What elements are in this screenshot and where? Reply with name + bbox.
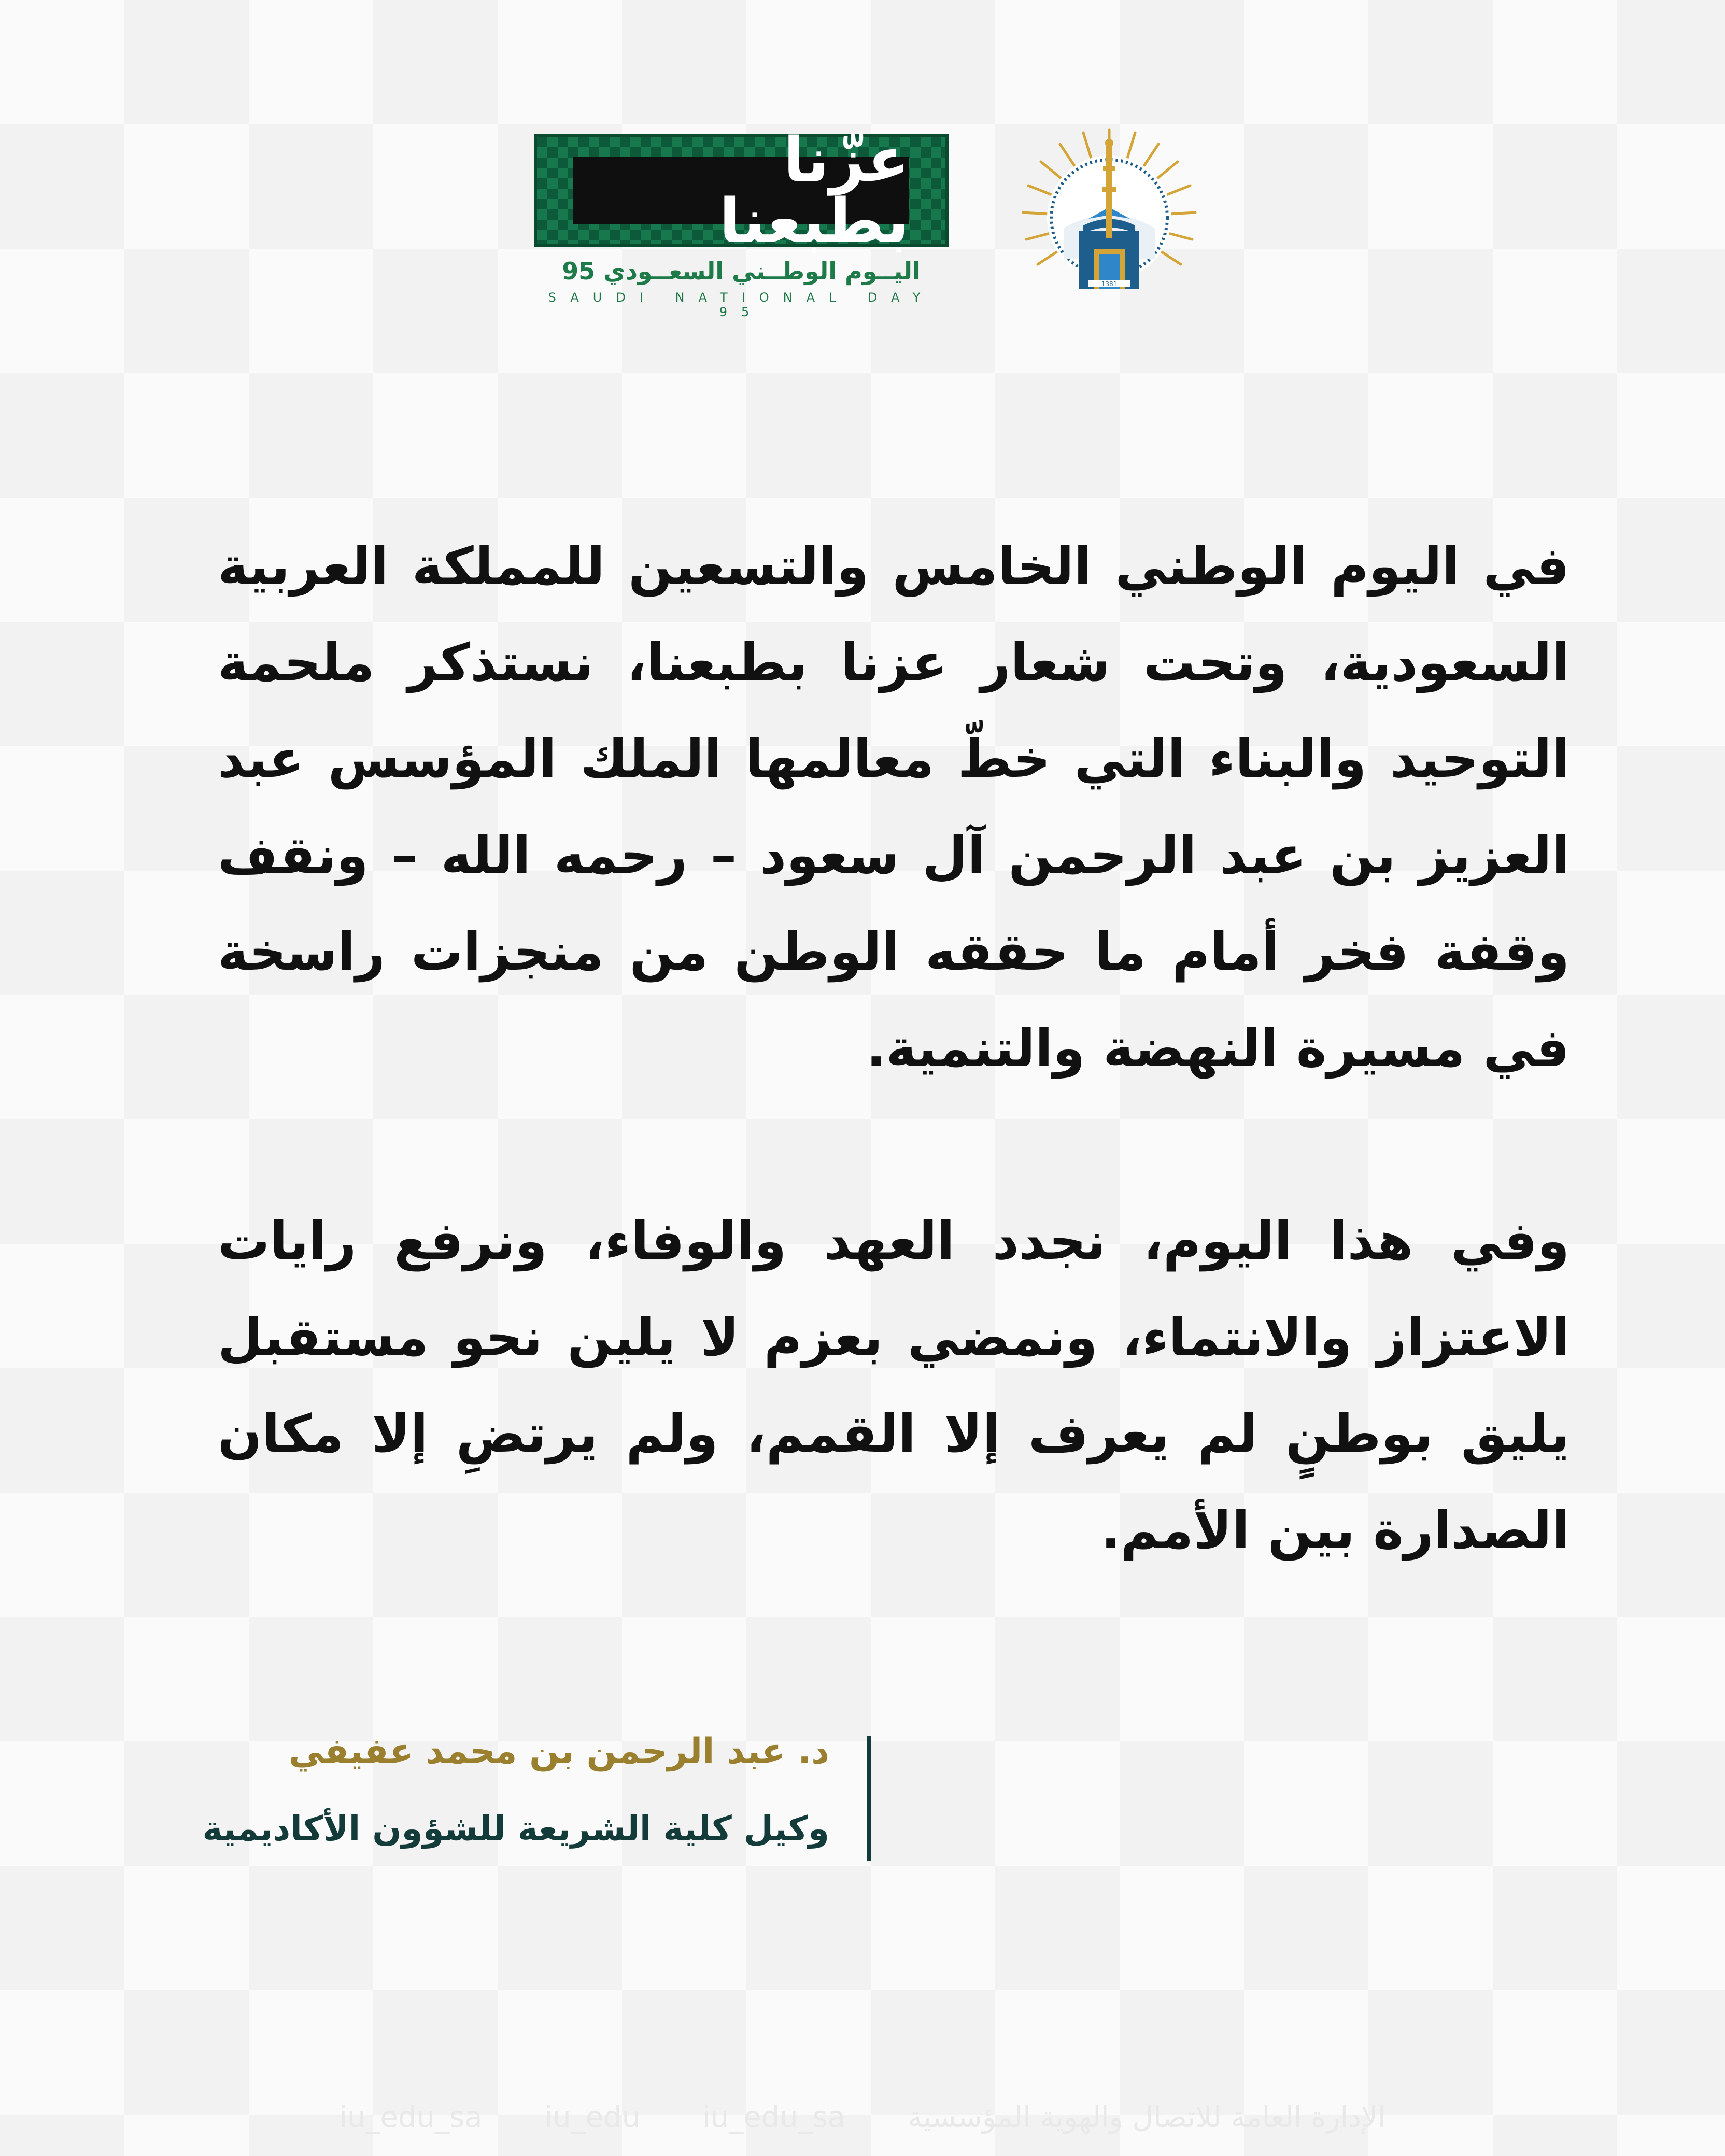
national-day-slogan: عزّنا بطبعنا <box>719 124 909 257</box>
message-paragraph-1: في اليوم الوطني الخامس والتسعين للمملكة العربية السعودية، وتحت شعار عزنا بطبعنا، نستذكر ملحمة التوحيد والبناء التي خطّ معالمها الملك المؤسس عبد العزيز بن عبد الرحمن آل سعود – رحمه الله – ونقف وقفة فخر أمام ما حققه الوطن من منجزات راسخة في مسيرة النهضة والتنمية. <box>218 536 1570 1079</box>
footer-hashtag: iu_edu_sa <box>702 2100 846 2134</box>
footer-x-handle: iu_edu <box>544 2100 641 2134</box>
national-day-logo <box>534 124 949 319</box>
national-day-subtitle: اليــوم الوطــني السعــودي 95 <box>562 257 921 285</box>
footer-watermark <box>0 2078 1725 2156</box>
footer-instagram: iu_edu_sa <box>339 2100 483 2134</box>
header-logos <box>518 124 1213 321</box>
national-day-banner <box>534 124 949 257</box>
university-year: 1381 <box>1101 280 1118 288</box>
signature-title: وكيل كلية الشريعة للشؤون الأكاديمية <box>202 1809 829 1849</box>
national-day-english: SAUDI NATIONAL DAY 95 <box>548 290 935 319</box>
signature-block <box>202 1726 871 1866</box>
university-emblem-svg <box>1016 124 1203 311</box>
footer-department: الإدارة العامة للاتصال والهوية المؤسسية <box>908 2100 1386 2134</box>
signature-name: د. عبد الرحمن بن محمد عفيفي <box>288 1731 829 1772</box>
main-message <box>218 518 1570 1579</box>
signature-divider <box>867 1736 871 1861</box>
message-paragraph-2: وفي هذا اليوم، نجدد العهد والوفاء، ونرفع رايات الاعتزاز والانتماء، ونمضي بعزم لا يلين نحو مستقبل يليق بوطنٍ لم يعرف إلا القمم، ولم يرتضِ إلا مكان الصدارة بين الأمم. <box>218 1211 1570 1561</box>
university-emblem-icon <box>1016 124 1203 311</box>
